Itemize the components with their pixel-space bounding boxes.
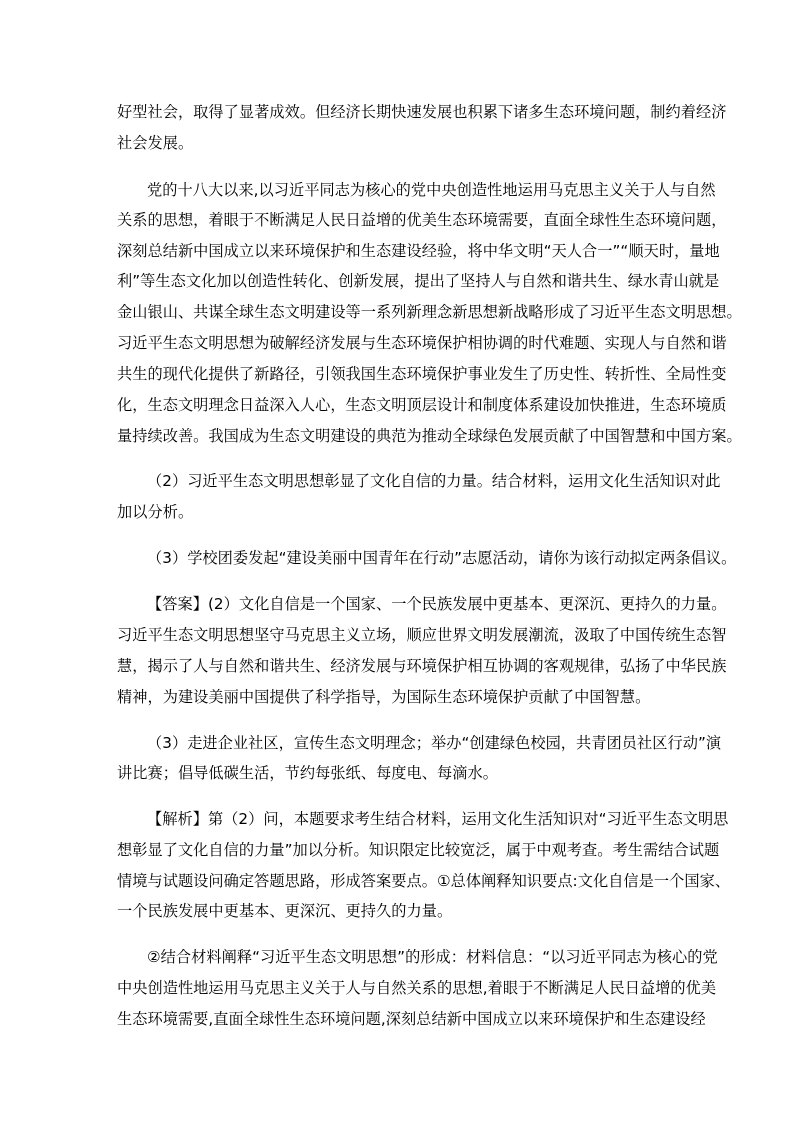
text-line: （2）习近平生态文明思想彰显了文化自信的力量。结合材料，运用文化生活知识对此 bbox=[147, 472, 721, 490]
text-line: 量持续改善。我国成为生态文明建设的典范为推动全球绿色发展贡献了中国智慧和中国方案。 bbox=[117, 427, 742, 445]
text-line: 想彰显了文化自信的力量”加以分析。知识限定比较宽泛，属于中观考查。考生需结合试题 bbox=[117, 841, 720, 859]
text-line: 习近平生态文明思想为破解经济发展与生态环境保护相协调的时代难题、实现人与自然和谐 bbox=[117, 334, 727, 352]
text-line: 关系的思想，着眼于不断满足人民日益增的优美生态环境需要，直面全球性生态环境问题， bbox=[117, 211, 727, 229]
text-line: 情境与试题设问确定答题思路，形成答案要点。①总体阐释知识要点:文化自信是一个国家、 bbox=[117, 872, 731, 890]
text-line: 习近平生态文明思想坚守马克思主义立场，顺应世界文明发展潮流，汲取了中国传统生态智 bbox=[117, 626, 727, 644]
answer-heading-line: 【答案】(2）文化自信是一个国家、一个民族发展中更基本、更深沉、更持久的力量。 bbox=[147, 595, 727, 613]
text-line: 加以分析。 bbox=[117, 503, 194, 521]
text-line: 中央创造性地运用马克思主义关于人与自然关系的思想,着眼于不断满足人民日益增的优美 bbox=[117, 979, 717, 997]
text-line: 社会发展。 bbox=[117, 134, 194, 152]
text-line: 深刻总结新中国成立以来环境保护和生态建设经验，将中华文明“天人合一”“顺天时，量地 bbox=[117, 242, 720, 260]
text-line: 一个民族发展中更基本、更深沉、更持久的力量。 bbox=[117, 902, 453, 920]
text-line: 精神，为建设美丽中国提供了科学指导，为国际生态环境保护贡献了中国智慧。 bbox=[117, 688, 651, 706]
analysis-heading-line: 【解析】第（2）问，本题要求考生结合材料，运用文化生活知识对“习近平生态文明思 bbox=[147, 810, 729, 828]
text-line: 讲比赛；倡导低碳生活，节约每张纸、每度电、每滴水。 bbox=[117, 764, 498, 782]
text-line: 慧，揭示了人与自然和谐共生、经济发展与环境保护相互协调的客观规律，弘扬了中华民族 bbox=[117, 657, 727, 675]
text-line: （3）走进企业社区，宣传生态文明理念；举办“创建绿色校园，共青团员社区行动”演 bbox=[147, 734, 722, 752]
text-line: 生态环境需要,直面全球性生态环境问题,深刻总结新中国成立以来环境保护和生态建设经 bbox=[117, 1010, 706, 1028]
text-line: 金山银山、共谋全球生态文明建设等一系列新理念新思想新战略形成了习近平生态文明思想。 bbox=[117, 303, 742, 321]
text-line: 利”等生态文化加以创造性转化、创新发展，提出了坚持人与自然和谐共生、绿水青山就是 bbox=[117, 272, 720, 290]
text-line: ②结合材料阐释“习近平生态文明思想”的形成：材料信息：“以习近平同志为核心的党 bbox=[147, 948, 718, 966]
text-line: 党的十八大以来,以习近平同志为核心的党中央创造性地运用马克思主义关于人与自然 bbox=[147, 181, 716, 199]
text-line: （3）学校团委发起“建设美丽中国青年在行动”志愿活动，请你为该行动拟定两条倡议。 bbox=[147, 549, 737, 567]
text-line: 化，生态文明理念日益深入人心，生态文明顶层设计和制度体系建设加快推进，生态环境质 bbox=[117, 396, 727, 414]
text-line: 共生的现代化提供了新路径，引领我国生态环境保护事业发生了历史性、转折性、全局性变 bbox=[117, 365, 727, 383]
text-line: 好型社会，取得了显著成效。但经济长期快速发展也积累下诸多生态环境问题，制约着经济 bbox=[117, 103, 727, 121]
